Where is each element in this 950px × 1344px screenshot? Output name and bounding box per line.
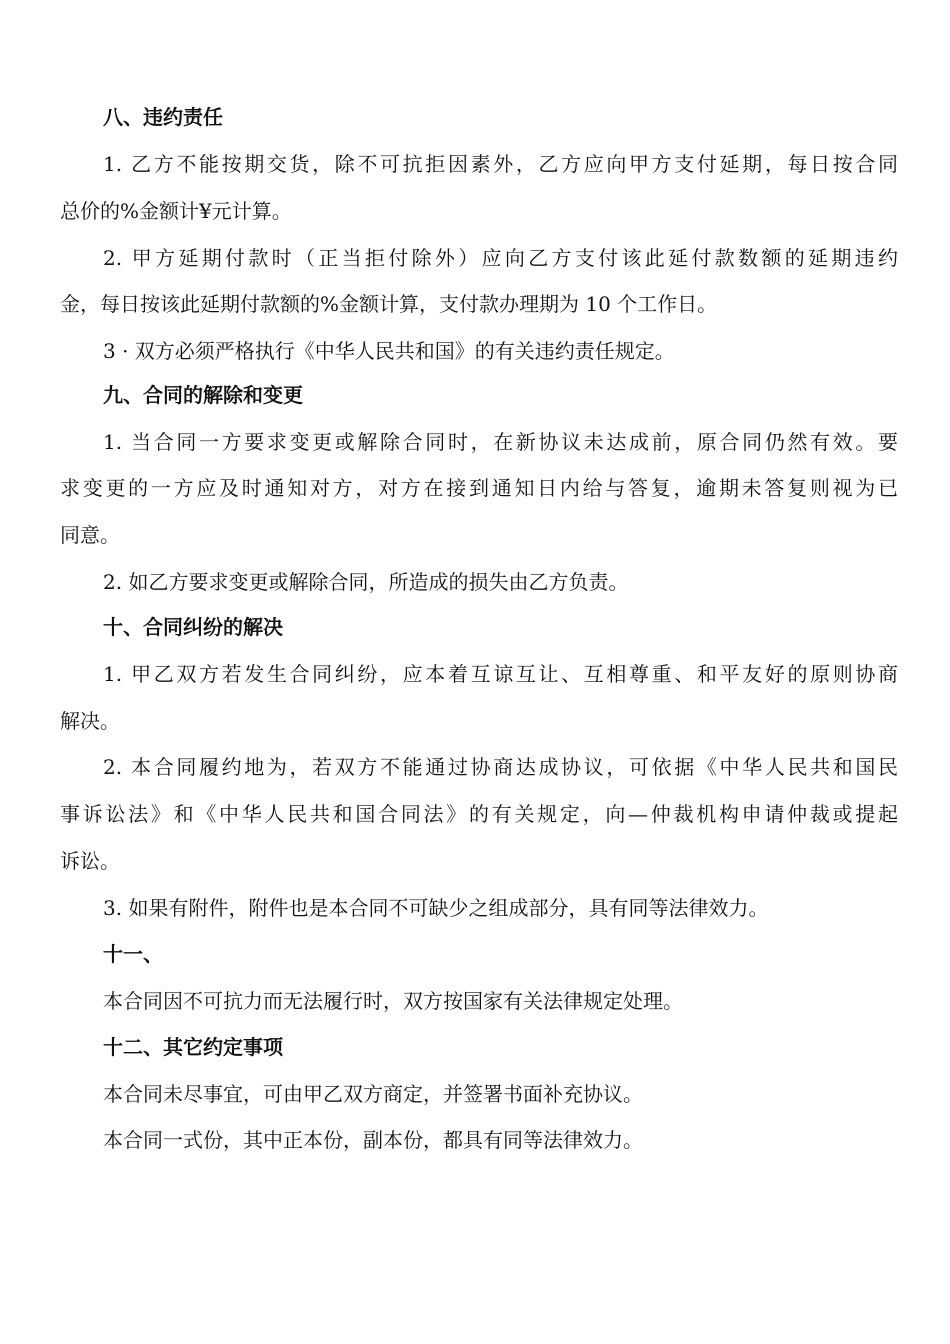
clause-9-1-line-3: 同意。 <box>60 523 120 547</box>
clause-10-3-line-1: 3. 如果有附件，附件也是本合同不可缺少之组成部分，具有同等法律效力。 <box>103 896 769 920</box>
clause-12-line-2: 本合同一式份，其中正本份，副本份，都具有同等法律效力。 <box>103 1128 643 1152</box>
clause-12-line-1: 本合同未尽事宜，可由甲乙双方商定，并签署书面补充协议。 <box>103 1082 643 1106</box>
section-heading-force-majeure: 十一、 <box>103 942 163 966</box>
clause-8-1-line-2: 总价的%金额计¥元计算。 <box>60 199 292 223</box>
clause-9-2-line-1: 2. 如乙方要求变更或解除合同，所造成的损失由乙方负责。 <box>103 570 629 594</box>
clause-10-2-line-2: 事诉讼法》和《中华人民共和国合同法》的有关规定，向—仲裁机构申请仲裁或提起 <box>60 802 898 826</box>
section-heading-termination: 九、合同的解除和变更 <box>103 383 303 407</box>
clause-9-1-line-1: 1. 当合同一方要求变更或解除合同时，在新协议未达成前，原合同仍然有效。要 <box>103 430 898 454</box>
clause-11-line-1: 本合同因不可抗力而无法履行时，双方按国家有关法律规定处理。 <box>103 989 683 1013</box>
clause-8-1-line-1: 1. 乙方不能按期交货，除不可抗拒因素外，乙方应向甲方支付延期，每日按合同 <box>103 152 898 176</box>
clause-10-1-line-2: 解决。 <box>60 709 120 733</box>
clause-8-2-line-2: 金，每日按该此延期付款额的%金额计算，支付款办理期为 10 个工作日。 <box>60 292 718 316</box>
clause-10-1-line-1: 1. 甲乙双方若发生合同纠纷，应本着互谅互让、互相尊重、和平友好的原则协商 <box>103 662 898 686</box>
section-heading-disputes: 十、合同纠纷的解决 <box>103 615 283 639</box>
clause-9-1-line-2: 求变更的一方应及时通知对方，对方在接到通知日内给与答复，逾期未答复则视为已 <box>60 476 898 500</box>
section-heading-other-terms: 十二、其它约定事项 <box>103 1035 283 1059</box>
clause-10-2-line-1: 2. 本合同履约地为，若双方不能通过协商达成协议，可依据《中华人民共和国民 <box>103 755 898 779</box>
clause-8-2-line-1: 2. 甲方延期付款时（正当拒付除外）应向乙方支付该此延付款数额的延期违约 <box>103 246 898 270</box>
clause-10-2-line-3: 诉讼。 <box>60 849 120 873</box>
clause-8-3-line-1: 3 · 双方必须严格执行《中华人民共和国》的有关违约责任规定。 <box>103 339 675 363</box>
section-heading-breach: 八、违约责任 <box>103 105 223 129</box>
